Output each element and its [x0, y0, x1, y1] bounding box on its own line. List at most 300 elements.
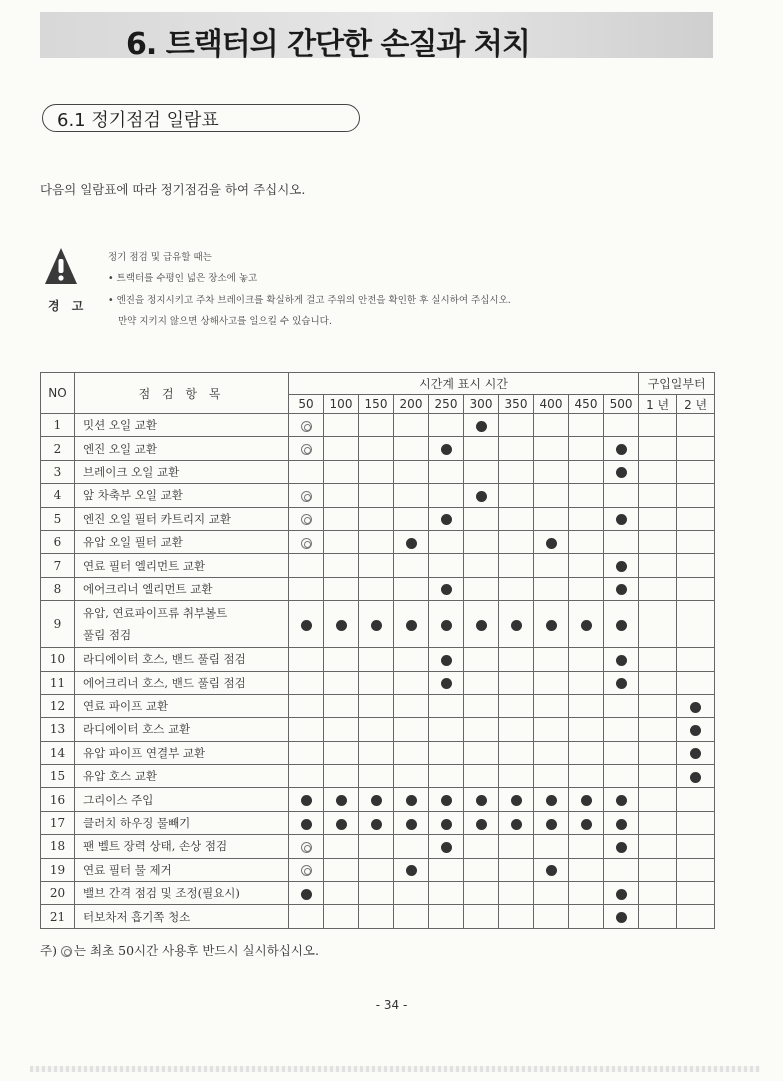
schedule-cell	[604, 460, 639, 483]
schedule-cell	[639, 882, 677, 905]
header-item: 점 검 항 목	[75, 373, 289, 414]
row-number: 7	[41, 554, 75, 577]
header-hour-100: 100	[324, 395, 359, 414]
filled-circle-icon	[406, 538, 417, 549]
schedule-cell	[429, 554, 464, 577]
schedule-cell	[604, 484, 639, 507]
schedule-cell	[464, 554, 499, 577]
chapter-banner	[40, 12, 713, 62]
schedule-cell	[677, 741, 715, 764]
schedule-cell	[324, 437, 359, 460]
section-title: 6.1 정기점검 일람표	[57, 110, 219, 131]
schedule-cell	[359, 484, 394, 507]
page-number: - 34 -	[375, 998, 408, 1012]
schedule-cell	[429, 414, 464, 437]
schedule-cell	[464, 601, 499, 648]
row-number: 20	[41, 882, 75, 905]
table-row	[41, 858, 715, 881]
schedule-cell	[429, 905, 464, 928]
table-row	[41, 741, 715, 764]
inspection-schedule-table	[40, 372, 715, 929]
row-number: 3	[41, 460, 75, 483]
schedule-cell	[289, 554, 324, 577]
schedule-cell	[429, 484, 464, 507]
schedule-cell	[464, 858, 499, 881]
schedule-cell	[324, 507, 359, 530]
warning-triangle-icon	[44, 246, 78, 286]
filled-circle-icon	[371, 819, 382, 830]
schedule-cell	[569, 835, 604, 858]
schedule-cell	[429, 835, 464, 858]
schedule-cell	[359, 554, 394, 577]
filled-circle-icon	[616, 514, 627, 525]
inspection-item: 연료 파이프 교환	[75, 694, 289, 717]
schedule-cell	[534, 882, 569, 905]
schedule-cell	[429, 741, 464, 764]
schedule-cell	[394, 788, 429, 811]
filled-circle-icon	[301, 889, 312, 900]
schedule-cell	[394, 648, 429, 671]
schedule-cell	[394, 765, 429, 788]
schedule-cell	[464, 530, 499, 553]
schedule-cell	[604, 601, 639, 648]
schedule-cell	[289, 788, 324, 811]
schedule-cell	[359, 882, 394, 905]
schedule-cell	[639, 554, 677, 577]
filled-circle-icon	[616, 842, 627, 853]
schedule-cell	[289, 718, 324, 741]
schedule-cell	[499, 554, 534, 577]
schedule-cell	[604, 788, 639, 811]
schedule-cell	[604, 671, 639, 694]
inspection-item: 에어크리너 호스, 밴드 풀림 점검	[75, 671, 289, 694]
schedule-cell	[464, 718, 499, 741]
schedule-cell	[569, 882, 604, 905]
schedule-cell	[429, 601, 464, 648]
filled-circle-icon	[616, 561, 627, 572]
schedule-cell	[604, 858, 639, 881]
schedule-cell	[394, 811, 429, 834]
header-years-group: 구입일부터	[639, 373, 715, 395]
schedule-cell	[499, 835, 534, 858]
footnote	[40, 941, 319, 959]
schedule-cell	[499, 858, 534, 881]
inspection-item: 엔진 오일 교환	[75, 437, 289, 460]
inspection-item: 유압 파이프 연결부 교환	[75, 741, 289, 764]
schedule-cell	[534, 414, 569, 437]
schedule-cell	[639, 648, 677, 671]
chapter-title: 6. 트랙터의 간단한 손질과 처치	[126, 27, 530, 62]
schedule-cell	[394, 437, 429, 460]
header-hour-200: 200	[394, 395, 429, 414]
row-number: 14	[41, 741, 75, 764]
schedule-cell	[604, 835, 639, 858]
schedule-cell	[289, 648, 324, 671]
schedule-cell	[569, 601, 604, 648]
filled-circle-icon	[616, 678, 627, 689]
filled-circle-icon	[581, 819, 592, 830]
row-number: 15	[41, 765, 75, 788]
schedule-cell	[499, 741, 534, 764]
table-row	[41, 835, 715, 858]
schedule-cell	[464, 484, 499, 507]
schedule-cell	[534, 671, 569, 694]
schedule-cell	[569, 788, 604, 811]
schedule-cell	[359, 648, 394, 671]
schedule-cell	[429, 718, 464, 741]
schedule-cell	[604, 530, 639, 553]
filled-circle-icon	[441, 514, 452, 525]
filled-circle-icon	[546, 538, 557, 549]
schedule-cell	[569, 905, 604, 928]
filled-circle-icon	[441, 795, 452, 806]
schedule-cell	[429, 437, 464, 460]
schedule-cell	[359, 671, 394, 694]
inspection-item: 연료 필터 물 제거	[75, 858, 289, 881]
schedule-cell	[289, 811, 324, 834]
schedule-cell	[324, 484, 359, 507]
table-row	[41, 765, 715, 788]
schedule-cell	[359, 460, 394, 483]
schedule-cell	[604, 905, 639, 928]
schedule-cell	[677, 484, 715, 507]
schedule-cell	[359, 765, 394, 788]
schedule-cell	[677, 905, 715, 928]
schedule-cell	[499, 882, 534, 905]
schedule-cell	[569, 530, 604, 553]
schedule-cell	[639, 835, 677, 858]
table-row	[41, 530, 715, 553]
filled-circle-icon	[336, 795, 347, 806]
schedule-cell	[464, 788, 499, 811]
schedule-cell	[677, 601, 715, 648]
schedule-cell	[429, 694, 464, 717]
filled-circle-icon	[511, 795, 522, 806]
schedule-cell	[394, 741, 429, 764]
schedule-cell	[359, 718, 394, 741]
warning-label: 경 고	[48, 299, 88, 313]
schedule-cell	[569, 648, 604, 671]
row-number: 18	[41, 835, 75, 858]
schedule-cell	[289, 460, 324, 483]
table-row	[41, 671, 715, 694]
schedule-cell	[324, 882, 359, 905]
footnote-text: 는 최초 50시간 사용후 반드시 실시하십시오.	[73, 943, 319, 958]
row-number: 12	[41, 694, 75, 717]
header-hour-150: 150	[359, 395, 394, 414]
schedule-cell	[464, 648, 499, 671]
schedule-cell	[289, 741, 324, 764]
filled-circle-icon	[546, 795, 557, 806]
schedule-cell	[464, 765, 499, 788]
schedule-cell	[464, 671, 499, 694]
row-number: 5	[41, 507, 75, 530]
schedule-cell	[394, 601, 429, 648]
header-hour-350: 350	[499, 395, 534, 414]
schedule-cell	[569, 437, 604, 460]
schedule-cell	[324, 577, 359, 600]
table-row	[41, 437, 715, 460]
schedule-cell	[677, 554, 715, 577]
schedule-cell	[464, 414, 499, 437]
schedule-cell	[569, 694, 604, 717]
table-row	[41, 788, 715, 811]
table-row	[41, 648, 715, 671]
schedule-cell	[289, 507, 324, 530]
table-row	[41, 484, 715, 507]
schedule-cell	[324, 905, 359, 928]
schedule-cell	[429, 811, 464, 834]
filled-circle-icon	[441, 444, 452, 455]
schedule-cell	[499, 507, 534, 530]
filled-circle-icon	[406, 865, 417, 876]
schedule-cell	[499, 460, 534, 483]
table-row	[41, 507, 715, 530]
schedule-cell	[324, 718, 359, 741]
schedule-cell	[604, 648, 639, 671]
table-row	[41, 694, 715, 717]
row-number: 2	[41, 437, 75, 460]
schedule-cell	[499, 437, 534, 460]
schedule-cell	[394, 905, 429, 928]
schedule-cell	[359, 788, 394, 811]
filled-circle-icon	[441, 584, 452, 595]
filled-circle-icon	[476, 620, 487, 631]
schedule-cell	[289, 882, 324, 905]
schedule-cell	[289, 577, 324, 600]
row-number: 16	[41, 788, 75, 811]
inspection-item: 밋션 오일 교환	[75, 414, 289, 437]
inspection-item: 밸브 간격 점검 및 조정(필요시)	[75, 882, 289, 905]
schedule-cell	[324, 530, 359, 553]
header-hour-250: 250	[429, 395, 464, 414]
row-number: 19	[41, 858, 75, 881]
schedule-cell	[639, 694, 677, 717]
schedule-cell	[534, 788, 569, 811]
filled-circle-icon	[616, 889, 627, 900]
schedule-cell	[324, 811, 359, 834]
filled-circle-icon	[690, 725, 701, 736]
schedule-cell	[604, 718, 639, 741]
schedule-cell	[604, 507, 639, 530]
filled-circle-icon	[336, 620, 347, 631]
schedule-cell	[569, 577, 604, 600]
schedule-cell	[324, 460, 359, 483]
schedule-cell	[429, 858, 464, 881]
schedule-cell	[359, 694, 394, 717]
schedule-cell	[464, 437, 499, 460]
inspection-item: 브레이크 오일 교환	[75, 460, 289, 483]
schedule-cell	[464, 507, 499, 530]
schedule-cell	[324, 601, 359, 648]
schedule-cell	[639, 858, 677, 881]
filled-circle-icon	[616, 444, 627, 455]
filled-circle-icon	[616, 467, 627, 478]
header-year-1: 1 년	[639, 395, 677, 414]
schedule-cell	[429, 765, 464, 788]
double-circle-icon	[301, 538, 312, 549]
schedule-cell	[394, 484, 429, 507]
schedule-cell	[394, 577, 429, 600]
schedule-cell	[324, 414, 359, 437]
filled-circle-icon	[301, 795, 312, 806]
filled-circle-icon	[441, 655, 452, 666]
double-circle-icon	[301, 842, 312, 853]
filled-circle-icon	[476, 491, 487, 502]
row-number: 10	[41, 648, 75, 671]
schedule-cell	[359, 507, 394, 530]
schedule-cell	[429, 648, 464, 671]
schedule-cell	[677, 414, 715, 437]
schedule-cell	[569, 484, 604, 507]
schedule-cell	[429, 788, 464, 811]
inspection-item: 그리이스 주입	[75, 788, 289, 811]
double-circle-icon	[61, 946, 72, 957]
schedule-cell	[324, 694, 359, 717]
schedule-cell	[289, 905, 324, 928]
filled-circle-icon	[690, 748, 701, 759]
schedule-cell	[324, 671, 359, 694]
schedule-cell	[394, 882, 429, 905]
schedule-cell	[499, 671, 534, 694]
filled-circle-icon	[476, 819, 487, 830]
inspection-item: 터보차저 흡기쪽 청소	[75, 905, 289, 928]
double-circle-icon	[301, 444, 312, 455]
schedule-cell	[394, 530, 429, 553]
row-number: 1	[41, 414, 75, 437]
schedule-cell	[429, 671, 464, 694]
schedule-cell	[534, 460, 569, 483]
double-circle-icon	[301, 514, 312, 525]
schedule-cell	[289, 694, 324, 717]
schedule-cell	[499, 811, 534, 834]
schedule-cell	[639, 765, 677, 788]
table-row	[41, 905, 715, 928]
row-number: 9	[41, 601, 75, 648]
table-row	[41, 718, 715, 741]
schedule-cell	[569, 765, 604, 788]
schedule-cell	[499, 601, 534, 648]
schedule-cell	[499, 484, 534, 507]
schedule-cell	[359, 414, 394, 437]
filled-circle-icon	[406, 620, 417, 631]
schedule-cell	[499, 765, 534, 788]
schedule-cell	[569, 414, 604, 437]
table-row	[41, 811, 715, 834]
schedule-cell	[639, 741, 677, 764]
schedule-cell	[639, 577, 677, 600]
schedule-cell	[639, 507, 677, 530]
filled-circle-icon	[616, 655, 627, 666]
filled-circle-icon	[336, 819, 347, 830]
schedule-cell	[639, 718, 677, 741]
filled-circle-icon	[690, 772, 701, 783]
schedule-cell	[639, 414, 677, 437]
filled-circle-icon	[546, 620, 557, 631]
schedule-cell	[289, 765, 324, 788]
warning-line: 만약 지키지 않으면 상해사고를 일으킬 수 있습니다.	[118, 316, 332, 327]
schedule-cell	[639, 530, 677, 553]
header-hour-500: 500	[604, 395, 639, 414]
table-row	[41, 601, 715, 648]
schedule-cell	[289, 671, 324, 694]
inspection-item: 유압 오일 필터 교환	[75, 530, 289, 553]
schedule-cell	[604, 811, 639, 834]
schedule-cell	[534, 530, 569, 553]
schedule-cell	[639, 905, 677, 928]
schedule-cell	[499, 694, 534, 717]
schedule-cell	[289, 414, 324, 437]
schedule-cell	[464, 694, 499, 717]
schedule-cell	[289, 530, 324, 553]
filled-circle-icon	[441, 819, 452, 830]
schedule-cell	[534, 484, 569, 507]
schedule-cell	[429, 460, 464, 483]
schedule-cell	[394, 718, 429, 741]
schedule-cell	[464, 460, 499, 483]
schedule-cell	[534, 718, 569, 741]
schedule-cell	[289, 858, 324, 881]
row-number: 6	[41, 530, 75, 553]
filled-circle-icon	[616, 620, 627, 631]
filled-circle-icon	[616, 584, 627, 595]
warning-line: • 트랙터를 수평인 넓은 장소에 놓고	[108, 273, 258, 284]
row-number: 11	[41, 671, 75, 694]
schedule-cell	[569, 671, 604, 694]
schedule-cell	[639, 460, 677, 483]
schedule-cell	[569, 741, 604, 764]
header-hour-50: 50	[289, 395, 324, 414]
schedule-cell	[534, 835, 569, 858]
header-year-2: 2 년	[677, 395, 715, 414]
filled-circle-icon	[406, 819, 417, 830]
schedule-cell	[534, 741, 569, 764]
schedule-cell	[604, 694, 639, 717]
schedule-cell	[464, 882, 499, 905]
schedule-cell	[677, 577, 715, 600]
row-number: 21	[41, 905, 75, 928]
schedule-cell	[677, 437, 715, 460]
schedule-cell	[324, 554, 359, 577]
inspection-item	[75, 601, 289, 648]
section-heading-box	[42, 104, 360, 132]
inspection-item: 라디에이터 호스, 밴드 풀림 점검	[75, 648, 289, 671]
schedule-cell	[639, 811, 677, 834]
schedule-cell	[604, 577, 639, 600]
schedule-cell	[324, 835, 359, 858]
header-hour-300: 300	[464, 395, 499, 414]
table-row	[41, 414, 715, 437]
schedule-cell	[639, 788, 677, 811]
double-circle-icon	[301, 491, 312, 502]
header-no: NO	[41, 373, 75, 414]
schedule-cell	[359, 437, 394, 460]
schedule-cell	[639, 671, 677, 694]
schedule-cell	[359, 577, 394, 600]
schedule-cell	[604, 882, 639, 905]
schedule-cell	[499, 577, 534, 600]
scan-artifact	[30, 1066, 760, 1072]
filled-circle-icon	[371, 795, 382, 806]
table-row	[41, 460, 715, 483]
schedule-cell	[534, 648, 569, 671]
schedule-cell	[677, 765, 715, 788]
schedule-cell	[534, 507, 569, 530]
schedule-cell	[499, 648, 534, 671]
inspection-item: 클러치 하우징 물빼기	[75, 811, 289, 834]
schedule-cell	[534, 694, 569, 717]
filled-circle-icon	[546, 865, 557, 876]
